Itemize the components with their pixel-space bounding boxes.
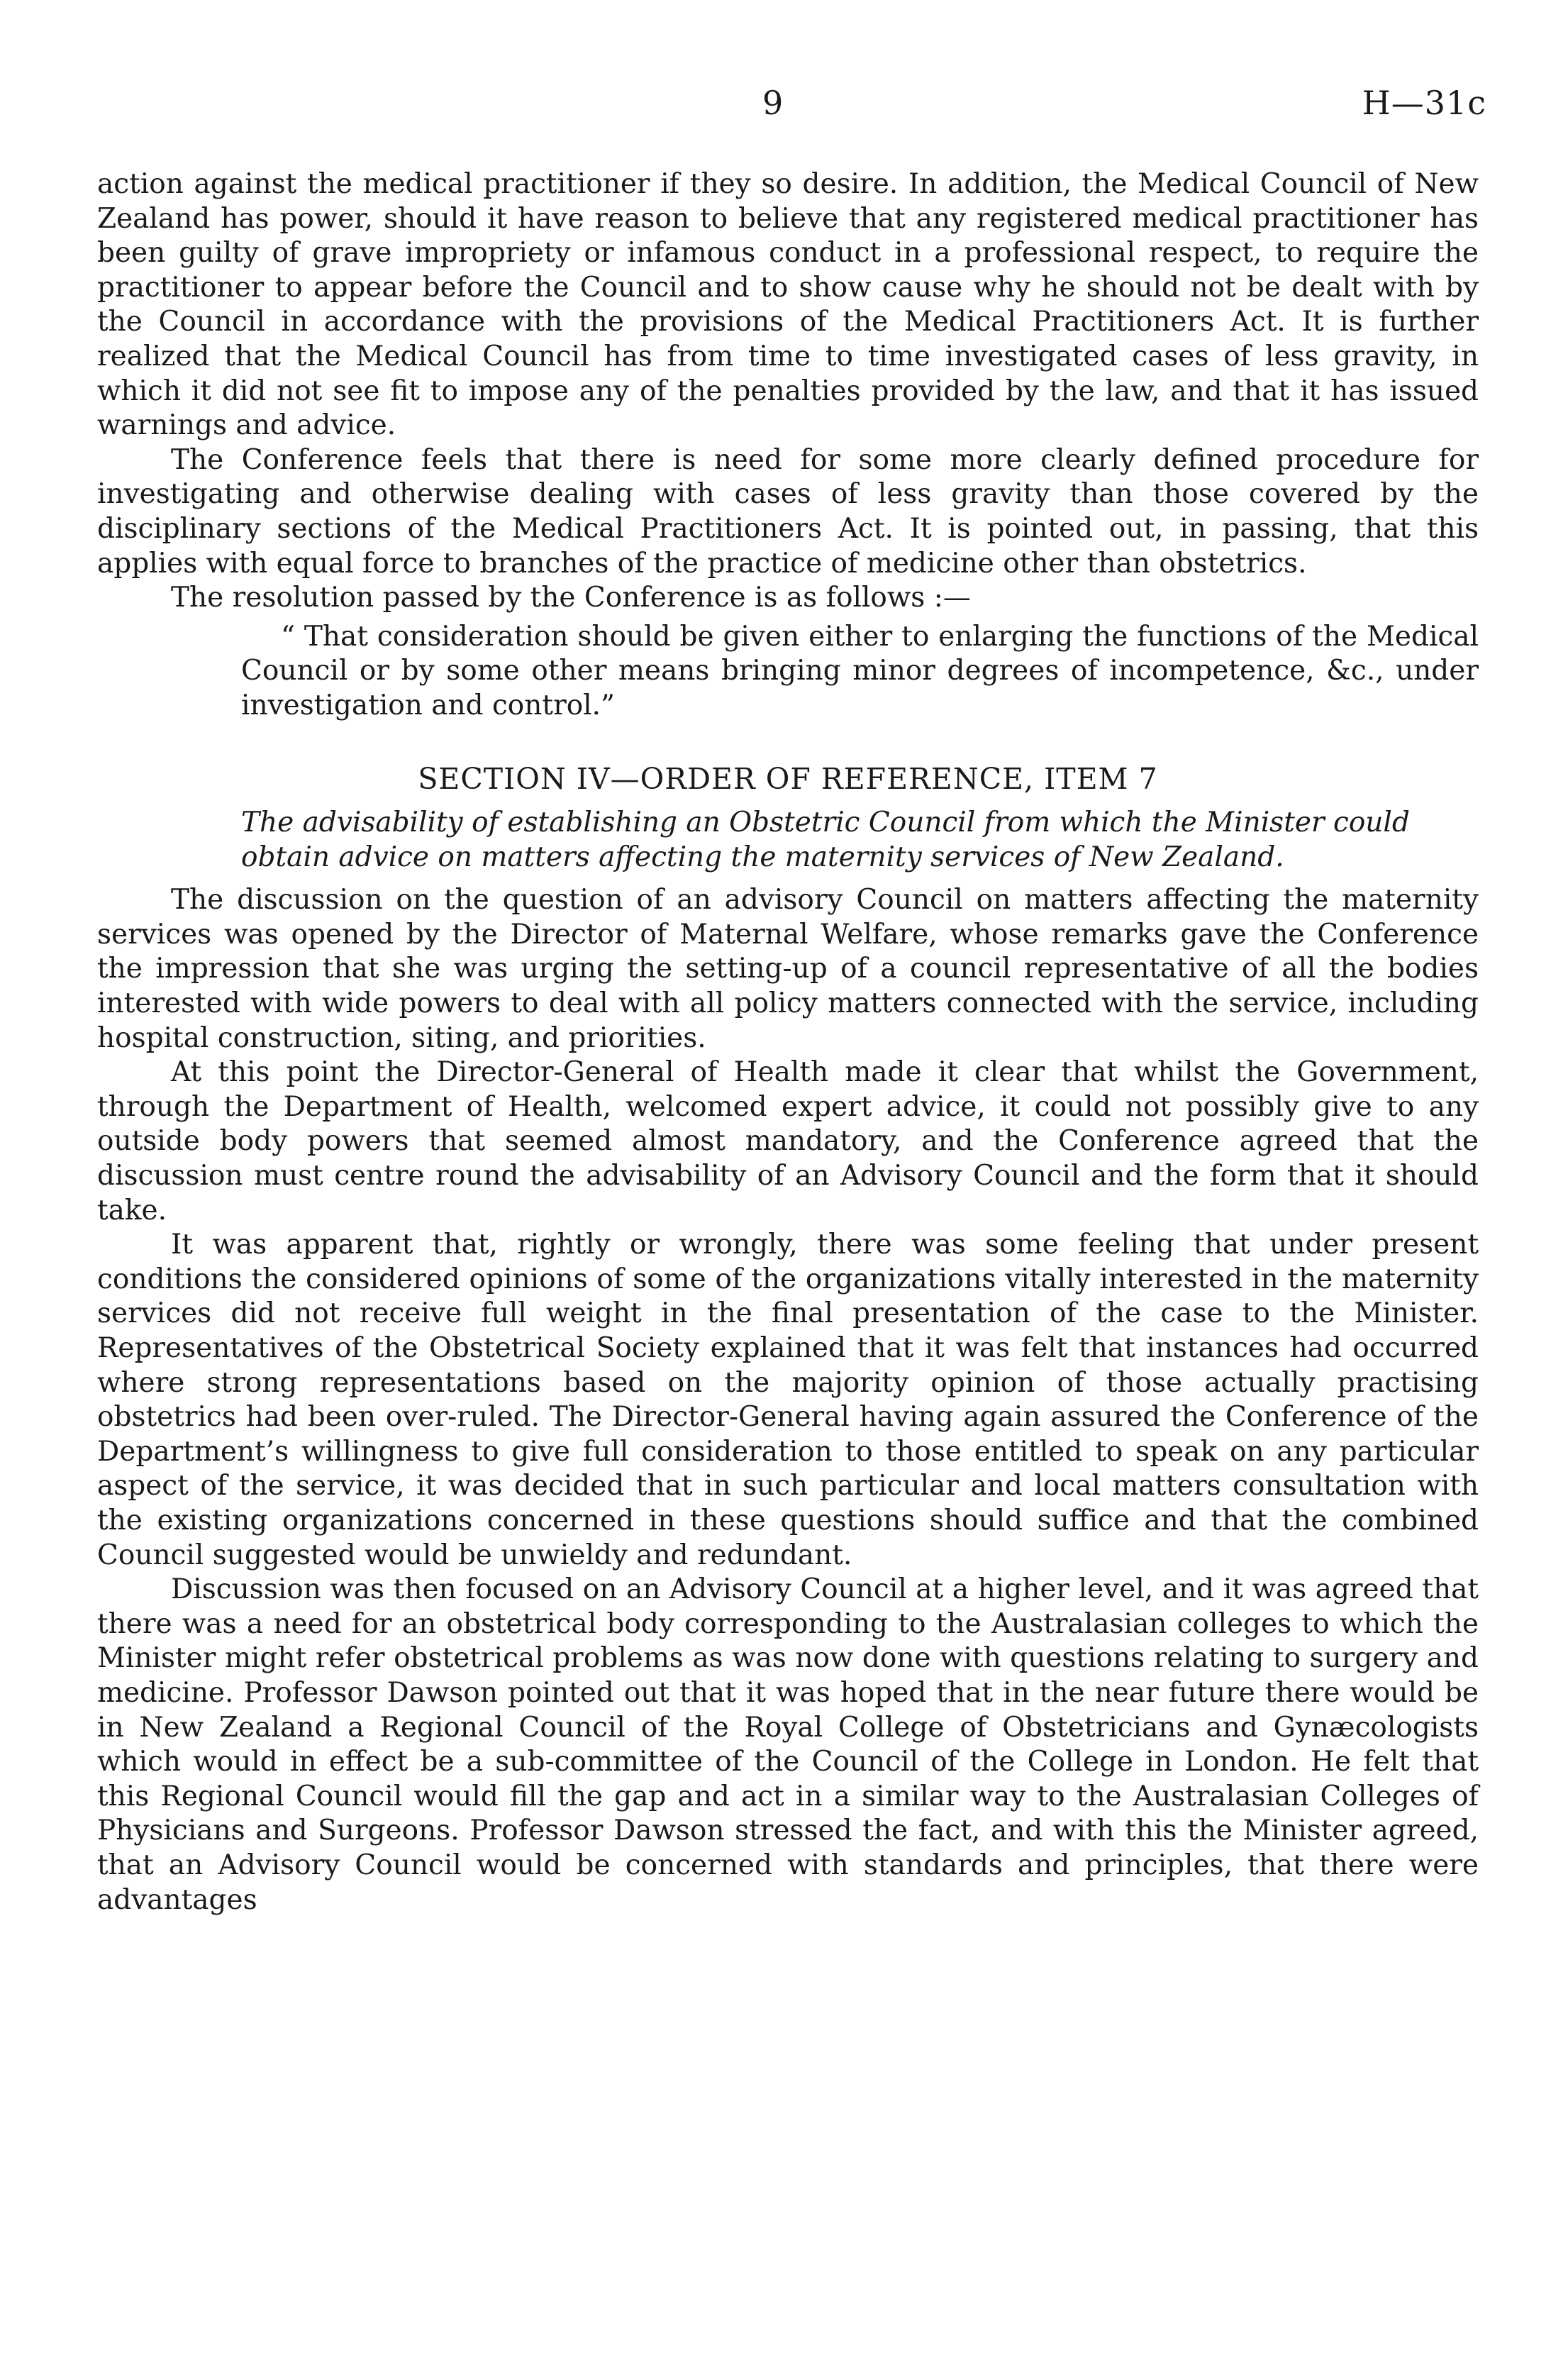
paragraph-resolution-intro: The resolution passed by the Conference is as follows :— — [171, 582, 971, 614]
paragraph-advisory-discussion: The discussion on the question of an advisory Council on matters affecting the maternity services was opened by the Director of Maternal Welfare, whose remarks gave the Conference the impression that she was urging the setting-up of a council representative of all the bodies interested with wide powers to deal with all policy matters connected with the service, including hospital construction, siting, and priorities. — [97, 884, 1479, 1054]
page-number: 9 — [762, 84, 784, 122]
paragraph-director-general: At this point the Director-General of Health made it clear that whilst the Government, through the Department of Health, welcomed expert advice, it could not possibly give to any outside body powers that seemed almost mandatory, and the Conference agreed that the discussion must centre round the advisability of an Advisory Council and the form that it should take. — [97, 1056, 1479, 1226]
document-reference: H—31c — [1362, 84, 1486, 122]
resolution-quote: “ That consideration should be given either to enlarging the functions of the Medical Council or by some other means bringing minor degrees of incompetence, &c., under investigation and control.” — [241, 620, 1479, 721]
section-heading: SECTION IV—ORDER OF REFERENCE, ITEM 7 — [418, 761, 1158, 796]
page-header — [0, 84, 1568, 133]
paragraph-continued: action against the medical practitioner if they so desire. In addition, the Medical Council of New Zealand has power, should it have reason to believe that any registered medical practitioner has been guilty of grave impropriety or infamous conduct in a professional respect, to require the practitioner to appear before the Council and to show cause why he should not be dealt with by the Council in accordance with the provisions of the Medical Practitioners Act. It is further realized that the Medical Council has from time to time investigated cases of less gravity, in which it did not see fit to impose any of the penalties provided by the law, and that it has issued warnings and advice. — [97, 168, 1479, 442]
paragraph-higher-level: Discussion was then focused on an Advisory Council at a higher level, and it was agreed that there was a need for an obstetrical body corresponding to the Australasian colleges to which the Minister might refer obstetrical problems as was now done with questions relating to surgery and medicine. Professor Dawson pointed out that it was hoped that in the near future there would be in New Zealand a Regional Council of the Royal College of Obstetricians and Gynæcologists which would in effect be a sub-committee of the Council of the College in London. He felt that this Regional Council would fill the gap and act in a similar way to the Australasian Colleges of Physicians and Surgeons. Professor Dawson stressed the fact, and with this the Minister agreed, that an Advisory Council would be concerned with standards and principles, that there were advantages — [97, 1573, 1479, 1916]
section-subheading: The advisability of establishing an Obstetric Council from which the Minister could obtain advice on matters affecting the maternity services of New Zealand. — [241, 807, 1410, 873]
paragraph-conference-feels: The Conference feels that there is need for some more clearly defined procedure for investigating and otherwise dealing with cases of less gravity than those covered by the disciplinary sections of the Medical Practitioners Act. It is pointed out, in passing, that this applies with equal force to branches of the practice of medicine other than obstetrics. — [97, 443, 1479, 580]
paragraph-feeling: It was apparent that, rightly or wrongly, there was some feeling that under present conditions the considered opinions of some of the organizations vitally interested in the maternity services did not receive full weight in the final presentation of the case to the Minister. Representatives of the Obstetrical Society explained that it was felt that instances had occurred where strong representations based on the majority opinion of those actually practising obstetrics had been over-ruled. The Director-General having again assured the Conference of the Department’s willingness to give full consideration to those entitled to speak on any particular aspect of the service, it was decided that in such particular and local matters consultation with the existing organizations concerned in these questions should suffice and that the combined Council suggested would be unwieldy and redundant. — [97, 1229, 1479, 1571]
document-body — [97, 167, 1479, 1917]
